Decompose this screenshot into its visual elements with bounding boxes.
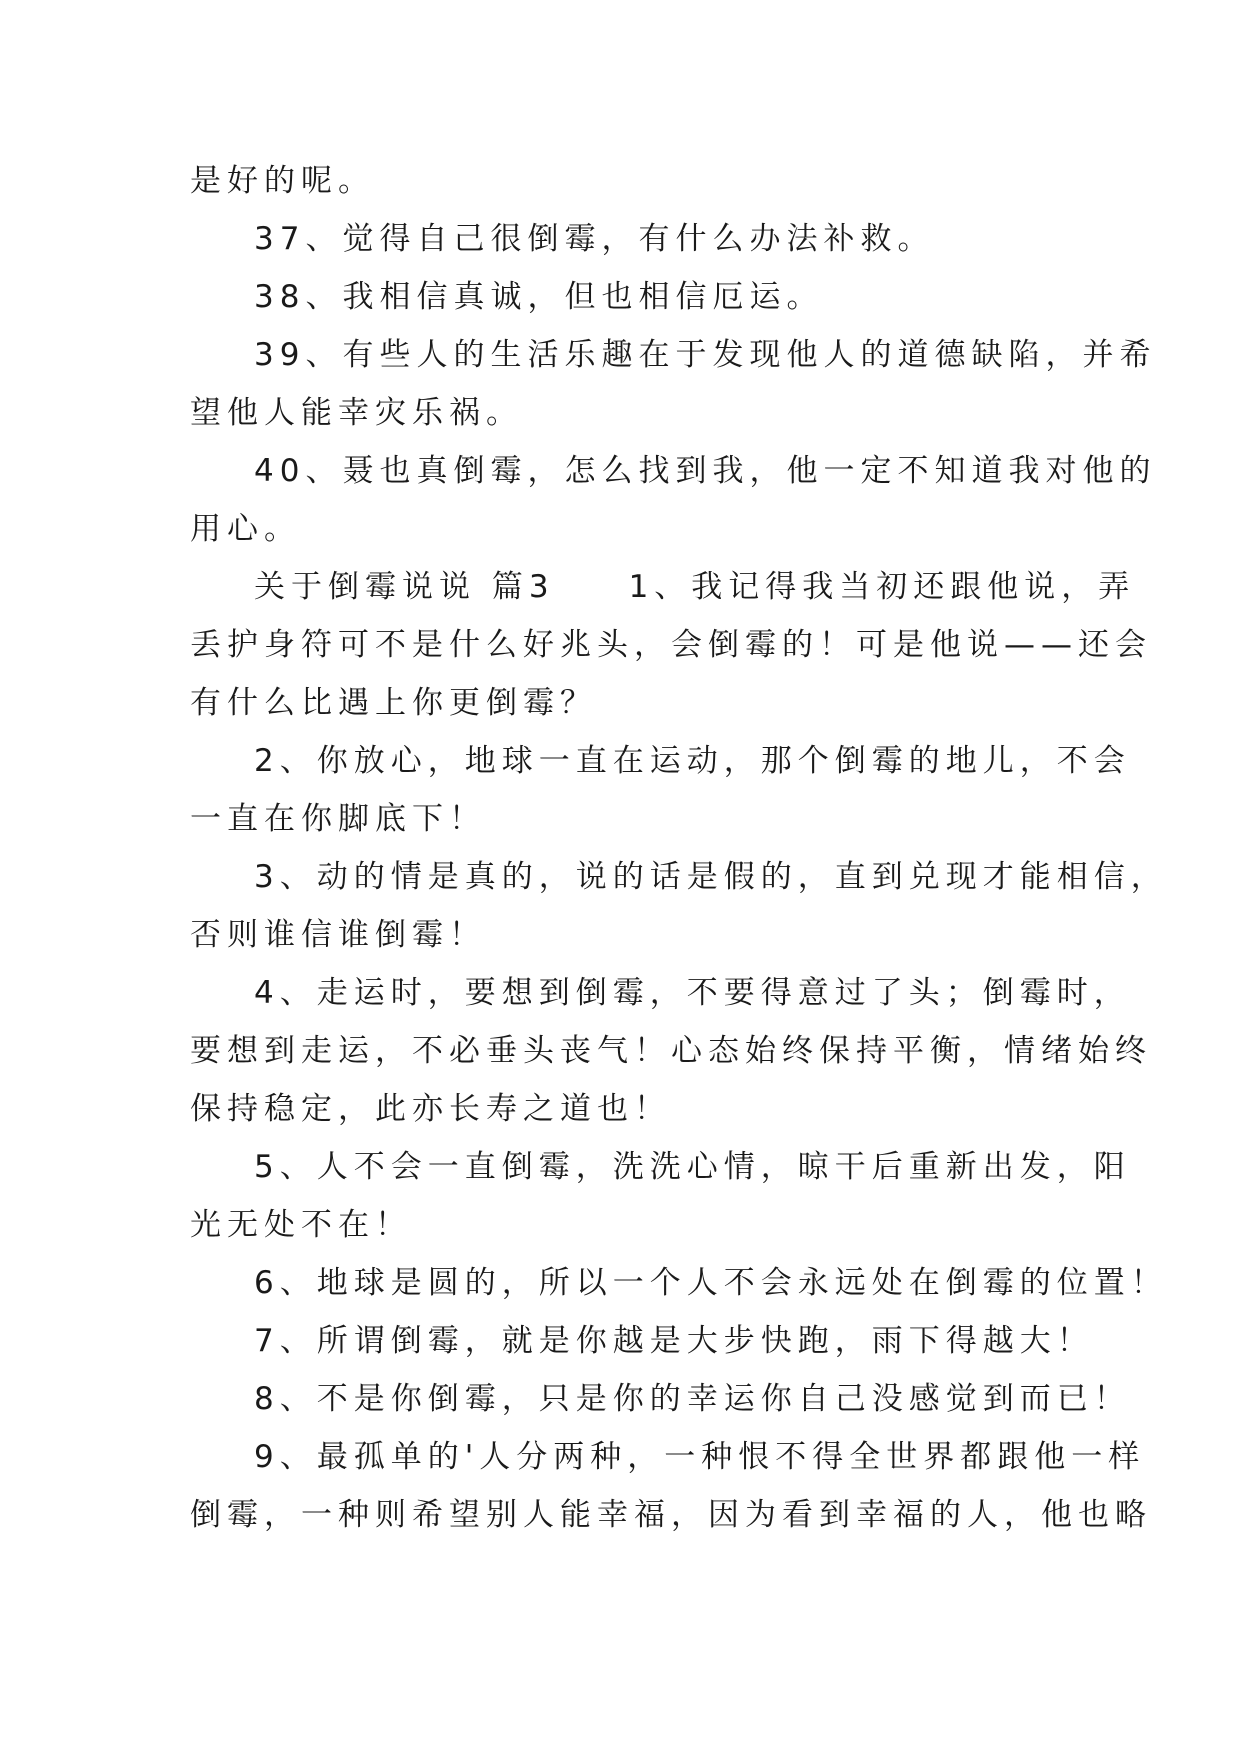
text-line: 是好的呢。 [190,163,375,199]
text-line: 用心。 [190,511,301,547]
text-line: 保持稳定，此亦长寿之道也！ [190,1091,671,1127]
text-line: 9、最孤单的'人分两种，一种恨不得全世界都跟他一样 [254,1439,1146,1475]
text-line: 关于倒霉说说 篇3 1、我记得我当初还跟他说，弄 [254,569,1136,605]
text-line: 丢护身符可不是什么好兆头，会倒霉的！可是他说——还会 [190,627,1152,663]
text-line: 否则谁信谁倒霉！ [190,917,486,953]
text-line: 2、你放心，地球一直在运动，那个倒霉的地儿，不会 [254,743,1131,779]
text-line: 8、不是你倒霉，只是你的幸运你自己没感觉到而已！ [254,1381,1131,1417]
text-line: 6、地球是圆的，所以一个人不会永远处在倒霉的位置！ [254,1265,1168,1301]
text-line: 倒霉，一种则希望别人能幸福，因为看到幸福的人，他也略 [190,1497,1152,1533]
text-line: 3、动的情是真的，说的话是假的，直到兑现才能相信， [254,859,1168,895]
text-line: 望他人能幸灾乐祸。 [190,395,523,431]
text-line: 38、我相信真诚，但也相信厄运。 [254,279,824,315]
text-line: 有什么比遇上你更倒霉？ [190,685,597,721]
text-line: 40、聂也真倒霉，怎么找到我，他一定不知道我对他的 [254,453,1157,489]
text-line: 5、人不会一直倒霉，洗洗心情，晾干后重新出发，阳 [254,1149,1131,1185]
text-line: 一直在你脚底下！ [190,801,486,837]
body-text [190,152,1168,1544]
text-line: 4、走运时，要想到倒霉，不要得意过了头；倒霉时， [254,975,1131,1011]
text-line: 要想到走运，不必垂头丧气！心态始终保持平衡，情绪始终 [190,1033,1152,1069]
text-line: 39、有些人的生活乐趣在于发现他人的道德缺陷，并希 [254,337,1157,373]
text-line: 7、所谓倒霉，就是你越是大步快跑，雨下得越大！ [254,1323,1094,1359]
text-line: 光无处不在！ [190,1207,412,1243]
text-line: 37、觉得自己很倒霉，有什么办法补救。 [254,221,935,257]
